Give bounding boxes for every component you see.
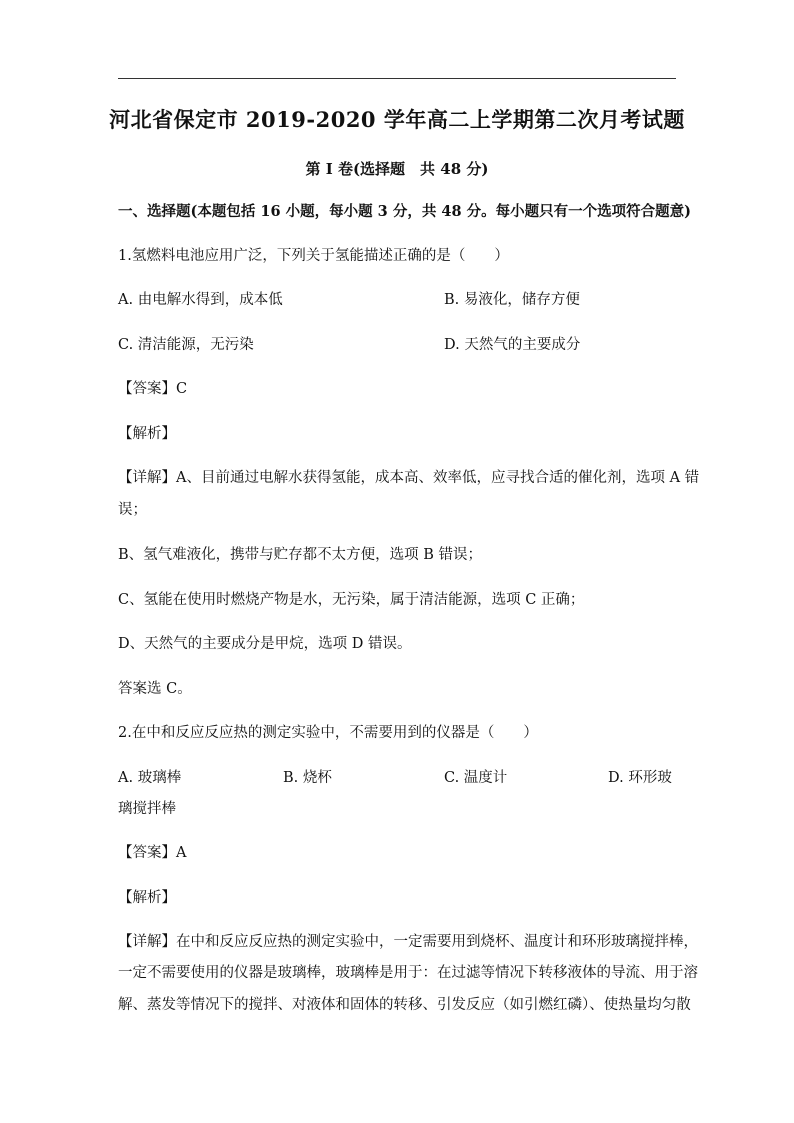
q1-stem: 1.氢燃料电池应用广泛，下列关于氢能描述正确的是（ ） — [118, 248, 509, 264]
header-rule — [118, 78, 676, 79]
q2-option-c: C. 温度计 — [444, 770, 508, 786]
q2-answer: 【答案】A — [118, 845, 187, 861]
q1-option-b: B. 易液化，储存方便 — [444, 292, 580, 308]
q1-detail-c: C、氢能在使用时燃烧产物是水，无污染，属于清洁能源，选项 C 正确； — [118, 592, 585, 608]
q1-detail-line1: 【详解】A、目前通过电解水获得氢能，成本高、效率低，应寻找合适的催化剂，选项 A 错 — [118, 470, 700, 486]
q2-option-b: B. 烧杯 — [283, 770, 332, 786]
document-title: 河北省保定市 2019-2020 学年高二上学期第二次月考试题 — [109, 107, 685, 132]
q2-option-a: A. 玻璃棒 — [118, 770, 182, 786]
q1-detail-line2: 误； — [118, 502, 147, 518]
q1-detail-d: D、天然气的主要成分是甲烷，选项 D 错误。 — [118, 636, 412, 652]
q1-option-c: C. 清洁能源，无污染 — [118, 337, 254, 353]
q2-option-d: D. 环形玻 — [608, 770, 672, 786]
q1-detail-b: B、氢气难液化，携带与贮存都不太方便，选项 B 错误； — [118, 547, 483, 563]
q2-detail-line3: 解、蒸发等情况下的搅拌、对液体和固体的转移、引发反应（如引燃红磷）、使热量均匀散 — [118, 997, 691, 1013]
q1-answer: 【答案】C — [118, 381, 188, 397]
q2-stem: 2.在中和反应反应热的测定实验中，不需要用到的仪器是（ ） — [118, 725, 538, 741]
section-heading: 一、选择题(本题包括 16 小题，每小题 3 分，共 48 分。每小题只有一个选项符合题意) — [118, 203, 691, 220]
q2-detail-line2: 一定不需要使用的仪器是玻璃棒，玻璃棒是用于：在过滤等情况下转移液体的导流、用于溶 — [118, 965, 698, 981]
q2-detail-line1: 【详解】在中和反应反应热的测定实验中，一定需要用到烧杯、温度计和环形玻璃搅拌棒， — [118, 934, 698, 950]
q2-analysis-label: 【解析】 — [118, 890, 176, 906]
q2-option-d-continued: 璃搅拌棒 — [118, 801, 176, 817]
q1-analysis-label: 【解析】 — [118, 426, 176, 442]
q1-option-a: A. 由电解水得到，成本低 — [118, 292, 283, 308]
q1-conclusion: 答案选 C。 — [118, 681, 192, 697]
q1-option-d: D. 天然气的主要成分 — [444, 337, 581, 353]
part-subtitle: 第 I 卷(选择题 共 48 分) — [305, 160, 489, 178]
